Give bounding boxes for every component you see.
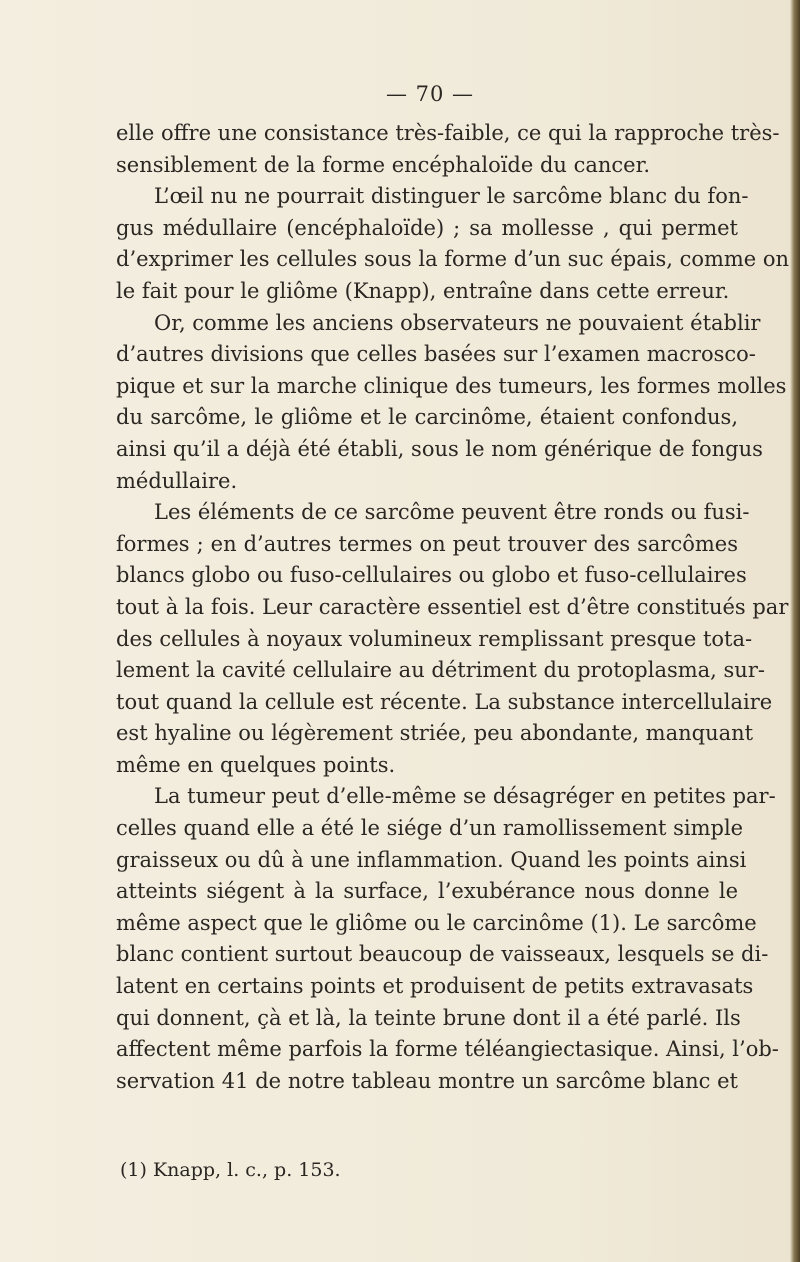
text-line: d’exprimer les cellules sous la forme d’un suc épais, comme on bbox=[116, 247, 790, 272]
text-line: le fait pour le gliôme (Knapp), entraîne dans cette erreur. bbox=[116, 278, 730, 303]
text-line: L’œil nu ne pourrait distinguer le sarcôme blanc du fon- bbox=[154, 184, 749, 209]
text-line: qui donnent, çà et là, la teinte brune dont il a été parlé. Ils bbox=[116, 1005, 741, 1030]
text-line: blanc contient surtout beaucoup de vaisseaux, lesquels se di- bbox=[116, 942, 769, 967]
text-line: celles quand elle a été le siége d’un ramollissement simple bbox=[116, 816, 744, 841]
footnote: (1) Knapp, l. c., p. 153. bbox=[120, 1159, 341, 1181]
text-line: tout à la fois. Leur caractère essentiel est d’être constitués par bbox=[116, 594, 789, 619]
text-line: tout quand la cellule est récente. La substance intercellulaire bbox=[116, 689, 773, 714]
text-line: blancs globo ou fuso-cellulaires ou globo et fuso-cellulaires bbox=[116, 563, 747, 588]
text-line: ainsi qu’il a déjà été établi, sous le nom générique de fongus bbox=[116, 436, 763, 461]
text-line: des cellules à noyaux volumineux remplissant presque tota- bbox=[116, 626, 753, 651]
text-line: formes ; en d’autres termes on peut trouver des sarcômes bbox=[116, 531, 738, 556]
text-line: médullaire. bbox=[116, 468, 238, 493]
text-line: Les éléments de ce sarcôme peuvent être ronds ou fusi- bbox=[154, 500, 750, 525]
text-line: gus médullaire (encéphaloïde) ; sa mollesse , qui permet bbox=[116, 215, 738, 240]
text-line: Or, comme les anciens observateurs ne pouvaient établir bbox=[154, 310, 761, 335]
text-line: elle offre une consistance très-faible, ce qui la rapproche très- bbox=[116, 121, 780, 145]
text-line: lement la cavité cellulaire au détriment du protoplasma, sur- bbox=[116, 658, 765, 683]
text-line: pique et sur la marche clinique des tumeurs, les formes molles bbox=[116, 373, 787, 398]
text-line: sensiblement de la forme encéphaloïde du cancer. bbox=[116, 152, 651, 177]
text-line: servation 41 de notre tableau montre un sarcôme blanc et bbox=[116, 1068, 738, 1093]
text-line: est hyaline ou légèrement striée, peu abondante, manquant bbox=[116, 721, 754, 746]
text-line: même aspect que le gliôme ou le carcinôme (1). Le sarcôme bbox=[116, 910, 757, 935]
text-line: du sarcôme, le gliôme et le carcinôme, étaient confondus, bbox=[116, 405, 738, 430]
text-line: affectent même parfois la forme téléangiectasique. Ainsi, l’ob- bbox=[116, 1037, 779, 1062]
text-line: graisseux ou dû à une inflammation. Quand les points ainsi bbox=[116, 847, 747, 872]
page-edge-shadow bbox=[790, 0, 800, 1262]
text-line: d’autres divisions que celles basées sur l’examen macrosco- bbox=[116, 342, 756, 367]
page-number: — 70 — bbox=[385, 82, 475, 106]
text-line: atteints siégent à la surface, l’exubérance nous donne le bbox=[116, 879, 738, 904]
body-text bbox=[116, 118, 790, 1097]
text-line: La tumeur peut d’elle-même se désagréger en petites par- bbox=[154, 784, 776, 809]
text-line: même en quelques points. bbox=[116, 752, 396, 777]
text-line: latent en certains points et produisent de petits extravasats bbox=[116, 974, 754, 999]
